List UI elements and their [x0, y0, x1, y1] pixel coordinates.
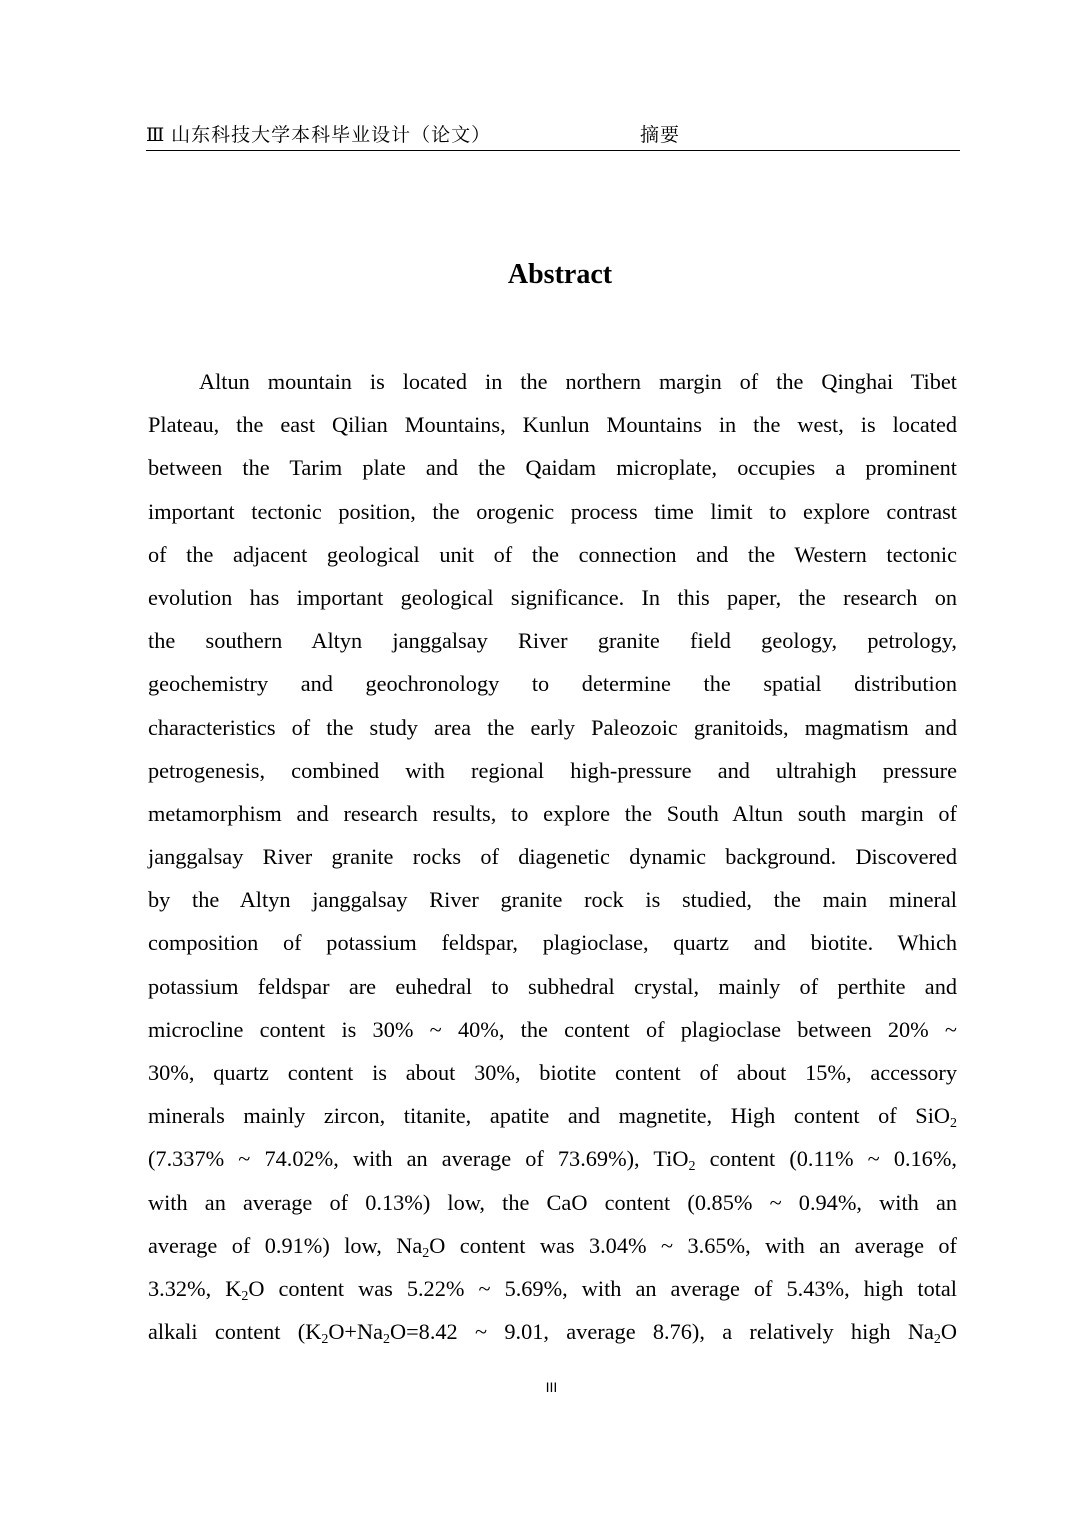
- paragraph-line: Altun mountain is located in the northern margin of the Qinghai Tibet: [199, 369, 957, 394]
- header-section-title: 摘要: [640, 125, 681, 146]
- paragraph-line: (7.337% ~ 74.02%, with an average of 73.69%), TiO$_2$ content (0.11% ~ 0.16%,: [148, 1146, 957, 1175]
- paragraph-line: characteristics of the study area the early Paleozoic granitoids, magmatism and: [148, 714, 957, 740]
- paragraph-line: the southern Altyn janggalsay River granite field geology, petrology,: [148, 628, 957, 654]
- paragraph-line: important tectonic position, the orogenic process time limit to explore contrast: [148, 498, 957, 524]
- paragraph-line: alkali content ($K_2O+Na_2O=8.42$ ~ 9.01, average 8.76), a relatively high $Na_2O$: [148, 1319, 957, 1348]
- abstract-body: [148, 360, 957, 1353]
- paragraph-line: by the Altyn janggalsay River granite rock is studied, the main mineral: [148, 887, 957, 913]
- paragraph-line: average of 0.91%) low, $Na_2O$ content was 3.04% ~ 3.65%, with an average of: [148, 1232, 957, 1261]
- paragraph-line: composition of potassium feldspar, plagioclase, quartz and biotite. Which: [148, 930, 957, 956]
- paragraph-line: petrogenesis, combined with regional high-pressure and ultrahigh pressure: [148, 757, 957, 783]
- paragraph-line: minerals mainly zircon, titanite, apatite and magnetite, High content of SiO$_2$: [148, 1103, 957, 1132]
- paragraph-line: metamorphism and research results, to explore the South Altun south margin of: [148, 800, 957, 826]
- paragraph-line: geochemistry and geochronology to determine the spatial distribution: [148, 671, 957, 697]
- page-number: III: [545, 1379, 558, 1395]
- paragraph-line: 30%, quartz content is about 30%, biotite content of about 15%, accessory: [148, 1060, 957, 1085]
- paragraph-line: Plateau, the east Qilian Mountains, Kunlun Mountains in the west, is located: [148, 412, 957, 438]
- paragraph-line: potassium feldspar are euhedral to subhedral crystal, mainly of perthite and: [148, 973, 957, 999]
- paragraph-line: janggalsay River granite rocks of diagenetic dynamic background. Discovered: [148, 844, 957, 870]
- paragraph-line: of the adjacent geological unit of the connection and the Western tectonic: [148, 541, 957, 567]
- paragraph-line: with an average of 0.13%) low, the CaO content (0.85% ~ 0.94%, with an: [148, 1189, 957, 1215]
- paragraph-line: 3.32%, $K_2O$ content was 5.22% ~ 5.69%, with an average of 5.43%, high total: [148, 1275, 958, 1304]
- paragraph-line: microcline content is 30% ~ 40%, the content of plagioclase between 20% ~: [148, 1016, 957, 1042]
- paragraph-line: between the Tarim plate and the Qaidam microplate, occupies a prominent: [148, 455, 957, 481]
- abstract-title: Abstract: [507, 259, 613, 290]
- paragraph-line: evolution has important geological significance. In this paper, the research on: [148, 584, 957, 610]
- page-header: [146, 118, 960, 151]
- header-university-title: Ⅲ 山东科技大学本科毕业设计（论文）: [146, 125, 492, 146]
